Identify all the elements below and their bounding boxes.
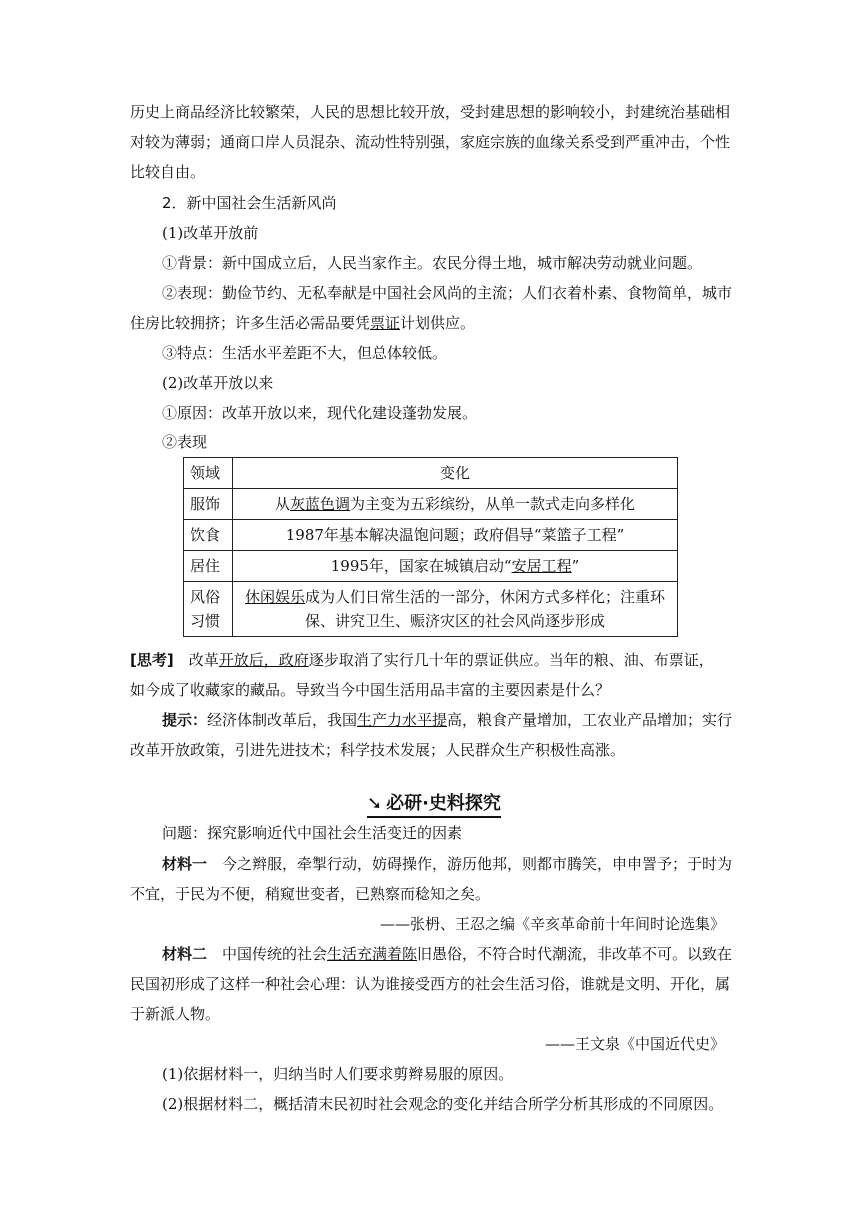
think-line-1: [思考] 改革开放后，政府逐步取消了实行几十年的票证供应。当年的粮、油、布票证， (130, 651, 714, 669)
table-row (184, 520, 678, 551)
trait-line: ③特点：生活水平差距不大，但总体较低。 (162, 344, 448, 362)
intro-line-3: 比较自由。 (130, 163, 206, 181)
material-1-line-2: 不宜，于民为不便，稍窥世变者，已熟察而稔知之矣。 (130, 885, 491, 903)
performance-line-1: ②表现：勤俭节约、无私奉献是中国社会风尚的主流；人们衣着朴素、食物简单，城市 (162, 284, 733, 302)
table-cell-change: 从灰蓝色调为主变为五彩缤纷，从单一款式走向多样化 (233, 489, 678, 520)
performance-2-line: ②表现 (162, 433, 208, 451)
material-2-tag: 材料二 (162, 945, 208, 963)
question-heading: 问题：探究影响近代中国社会生活变迁的因素 (162, 824, 463, 842)
table-cell-field: 风俗 习惯 (184, 582, 233, 637)
changes-table (183, 457, 678, 637)
hint-line-1: 提示：经济体制改革后，我国生产力水平提高，粮食产量增加，工农业产品增加；实行 (162, 711, 733, 729)
material-2-line-1: 材料二 中国传统的社会生活充满着陈旧愚俗，不符合时代潮流，非改革不可。以致在 (162, 945, 733, 963)
think-tag: [思考] (130, 651, 174, 669)
table-cell-field: 居住 (184, 551, 233, 582)
intro-line-2: 对较为薄弱；通商口岸人员混杂、流动性特别强，家庭宗族的血缘关系受到严重冲击，个性 (130, 133, 731, 151)
table-cell-change: 1995年，国家在城镇启动“安居工程” (233, 551, 678, 582)
material-2-line-3: 于新派人物。 (130, 1005, 221, 1023)
table-row (184, 489, 678, 520)
material-2-line-2: 民国初形成了这样一种社会心理：认为谁接受西方的社会生活习俗，谁就是文明、开化，属 (130, 975, 731, 993)
pre-reform-heading: (1)改革开放前 (162, 224, 259, 242)
table-cell-field: 服饰 (184, 489, 233, 520)
table-row (184, 582, 678, 637)
section-2-heading: 2．新中国社会生活新风尚 (162, 194, 337, 212)
arrow-icon: ➘ (367, 793, 383, 814)
think-line-2: 如今成了收藏家的藏品。导致当今中国生活用品丰富的主要因素是什么？ (130, 681, 611, 699)
material-1-source: ——张枬、王忍之编《辛亥革命前十年间时论选集》 (379, 915, 725, 933)
performance-line-2: 住房比较拥挤；许多生活必需品要凭票证计划供应。 (130, 314, 476, 332)
reason-line: ①原因：改革开放以来，现代化建设蓬勃发展。 (162, 404, 478, 422)
intro-line-1: 历史上商品经济比较繁荣，人民的思想比较开放，受封建思想的影响较小，封建统治基础相 (130, 103, 731, 121)
hint-tag: 提示： (162, 711, 208, 729)
table-cell-change: 1987年基本解决温饱问题；政府倡导“菜篮子工程” (233, 520, 678, 551)
table-header-field: 领域 (184, 458, 233, 489)
table-cell-change: 休闲娱乐成为人们日常生活的一部分，休闲方式多样化；注重环 保、讲究卫生、赈济灾区的社会风尚逐步形成 (233, 582, 678, 637)
table-row (184, 551, 678, 582)
table-header-change: 变化 (233, 458, 678, 489)
hint-line-2: 改革开放政策，引进先进技术；科学技术发展；人民群众生产积极性高涨。 (130, 741, 626, 759)
section-title: ➘ 必研·史料探究 (367, 789, 501, 818)
underlined-term: 票证 (370, 314, 401, 332)
question-2: (2)根据材料二，概括清末民初时社会观念的变化并结合所学分析其形成的不同原因。 (162, 1095, 724, 1113)
background-line: ①背景：新中国成立后，人民当家作主。农民分得土地，城市解决劳动就业问题。 (162, 254, 703, 272)
material-1-line-1: 材料一 今之辫服，牵掣行动，妨碍操作，游历他邦，则都市腾笑，申申詈予；于时为 (162, 855, 733, 873)
table-row (184, 458, 678, 489)
table-cell-field: 饮食 (184, 520, 233, 551)
question-1: (1)依据材料一，归纳当时人们要求剪辫易服的原因。 (162, 1065, 514, 1083)
material-1-tag: 材料一 (162, 855, 208, 873)
post-reform-heading: (2)改革开放以来 (162, 374, 274, 392)
material-2-source: ——王文泉《中国近代史》 (544, 1035, 725, 1053)
